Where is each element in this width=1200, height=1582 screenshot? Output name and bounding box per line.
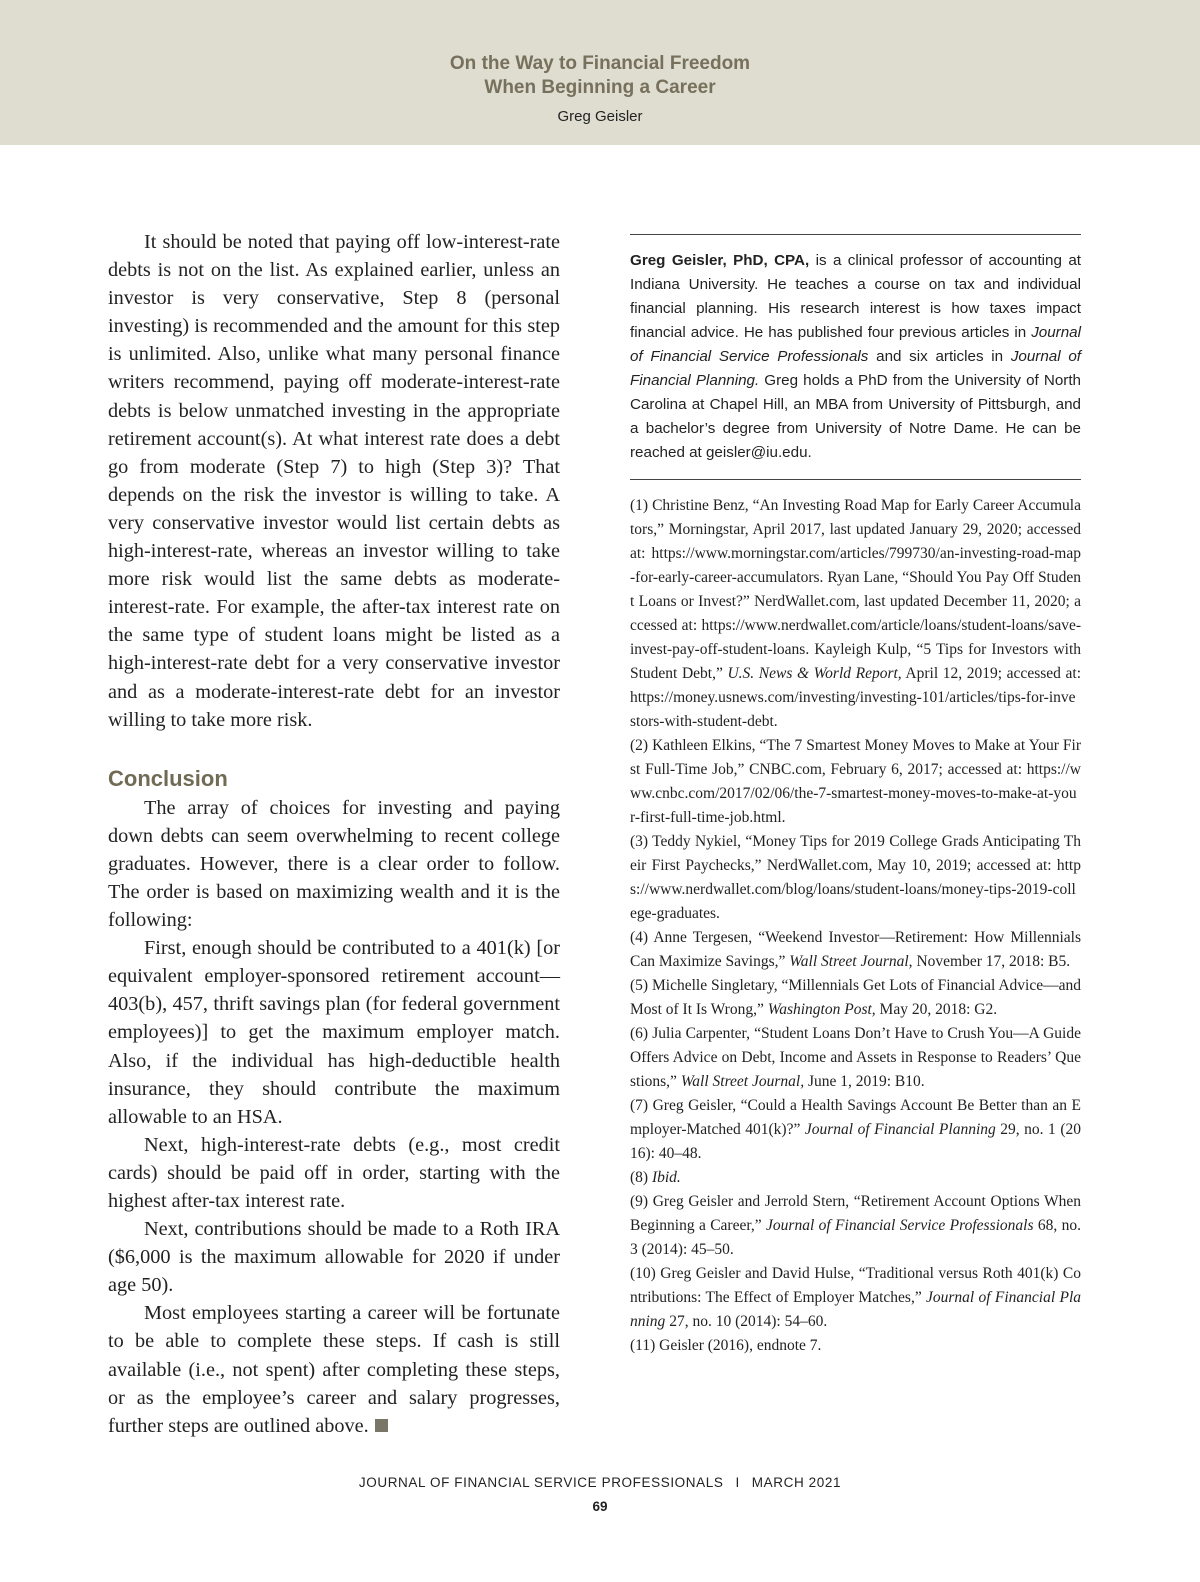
endnote	[630, 1262, 1081, 1334]
divider-rule	[630, 479, 1081, 480]
endnote-text: May 20, 2018: G2.	[875, 1001, 998, 1018]
endnote-source: Journal of Financial Service Professionals	[766, 1217, 1034, 1234]
paragraph-text: Most employees starting a career will be fortunate to be able to complete these steps. If cash is still available (i.e., not spent) after completing these steps, or as the employee’s career and salary progresses, further steps are outlined above.	[108, 1302, 560, 1437]
divider-rule	[630, 234, 1081, 235]
paragraph: It should be noted that paying off low-interest-rate debts is not on the list. As explained earlier, unless an investor is very conservative, Step 8 (personal investing) is recommended and the amount for this step is unlimited. Also, unlike what many personal finance writers recommend, paying off moderate-interest-rate debts is below unmatched investing in the appropriate retirement account(s). At what interest rate does a debt go from moderate (Step 7) to high (Step 3)? That depends on the risk the investor is willing to take. A very conservative investor would list certain debts as high-interest-rate, whereas an investor willing to take more risk would list the same debts as moderate-interest-rate. For example, the after-tax interest rate on the same type of student loans might be listed as a high-interest-rate debt for a very conservative investor and as a moderate-interest-rate debt for an investor willing to take more risk.	[108, 231, 560, 731]
endnote: (11) Geisler (2016), endnote 7.	[630, 1337, 822, 1354]
endnote-text: November 17, 2018: B5.	[912, 953, 1071, 970]
endnote-source: Washington Post,	[767, 1001, 876, 1018]
endnote	[630, 494, 1081, 734]
endnote-text: 29, no. 1 (2016): 40–48.	[630, 1121, 1081, 1162]
endnote-source: Journal of Financial Planning	[630, 1289, 1081, 1330]
endnote-text: (6) Julia Carpenter, “Student Loans Don’t Have to Crush You—A Guide Offers Advice on Debt, Income and Assets in Response to Readers’ Questions,”	[630, 1025, 1081, 1090]
article-author: Greg Geisler	[557, 108, 643, 125]
endnote-source: Ibid.	[651, 1169, 681, 1186]
endnote-source: U.S. News & World Report,	[727, 665, 902, 682]
footer-separator: I	[735, 1475, 740, 1490]
running-footer	[0, 1475, 1200, 1490]
endnote: (3) Teddy Nykiel, “Money Tips for 2019 College Grads Anticipating Their First Paychecks,” NerdWallet.com, May 10, 2019; accessed at: https://www.nerdwallet.com/blog/loans/student-loans/money-tips-2019-college-graduates.	[630, 833, 1081, 922]
endnote	[630, 1022, 1081, 1094]
endnote-text: (8)	[630, 1169, 652, 1186]
paragraph: First, enough should be contributed to a 401(k) [or equivalent employer-sponsored retirement account—403(b), 457, thrift savings plan (for federal government employees)] to get the maximum employer match. Also, if the individual has high-deductible health insurance, they should contribute the maximum allowable to an HSA.	[108, 937, 560, 1128]
endnote-text: 68, no. 3 (2014): 45–50.	[630, 1217, 1081, 1258]
main-text-column	[108, 228, 560, 1440]
sidebar-column	[630, 234, 1081, 1358]
bio-text: and six articles in	[868, 348, 1011, 365]
endnote-text: (10) Greg Geisler and David Hulse, “Traditional versus Roth 401(k) Contributions: The Effect of Employer Matches,”	[630, 1265, 1081, 1306]
endnotes	[630, 494, 1081, 1358]
endnote-text: June 1, 2019: B10.	[804, 1073, 925, 1090]
endnote	[630, 974, 1081, 1022]
article-title-line-2: When Beginning a Career	[484, 77, 716, 98]
bio-name: Greg Geisler, PhD, CPA,	[630, 252, 810, 269]
end-of-article-mark	[375, 1419, 388, 1432]
endnote-source: Wall Street Journal,	[789, 953, 913, 970]
endnote-source: Journal of Financial Planning	[804, 1121, 996, 1138]
footer-journal-name: JOURNAL OF FINANCIAL SERVICE PROFESSIONALS	[358, 1475, 724, 1490]
paragraph: Next, contributions should be made to a Roth IRA ($6,000 is the maximum allowable for 2020 if under age 50).	[108, 1218, 560, 1297]
endnote-source: Wall Street Journal,	[680, 1073, 805, 1090]
endnote-text: (4) Anne Tergesen, “Weekend Investor—Retirement: How Millennials Can Maximize Savings,”	[630, 929, 1081, 970]
footer-issue-date: MARCH 2021	[751, 1475, 842, 1490]
endnote-text: (5) Michelle Singletary, “Millennials Get Lots of Financial Advice—and Most of It Is Wrong,”	[630, 977, 1081, 1018]
bio-journal: Journal of Financial Planning.	[630, 348, 1082, 389]
page-number: 69	[592, 1499, 608, 1514]
author-bio	[630, 249, 1081, 465]
endnote-text: April 12, 2019; accessed at: https://money.usnews.com/investing/investing-101/articles/tips-for-investors-with-student-debt.	[630, 665, 1081, 730]
paragraph: The array of choices for investing and paying down debts can seem overwhelming to recent college graduates. However, there is a clear order to follow. The order is based on maximizing wealth and it is the following:	[108, 796, 560, 932]
running-header	[0, 0, 1200, 145]
endnote	[630, 1166, 1081, 1190]
endnote	[630, 926, 1081, 974]
endnote-text: 27, no. 10 (2014): 54–60.	[665, 1313, 828, 1330]
paragraph-last	[108, 1299, 560, 1439]
bio-journal: Journal of Financial Service Professionals	[630, 324, 1081, 365]
endnote	[630, 1190, 1081, 1262]
bio-text: Greg holds a PhD from the University of North Carolina at Chapel Hill, an MBA from University of Pittsburgh, and a bachelor’s degree from University of Notre Dame. He can be reached at geisler@iu.edu.	[630, 372, 1081, 461]
article-title-line-1: On the Way to Financial Freedom	[449, 53, 751, 74]
endnote-text: (1) Christine Benz, “An Investing Road Map for Early Career Accumulators,” Morningstar, April 2017, last updated January 29, 2020; accessed at: https://www.morningstar.com/articles/799730/an-investing-road-map-for-early-career-accumulators. Ryan Lane, “Should You Pay Off Student Loans or Invest?” NerdWallet.com, last updated December 11, 2020; accessed at: https://www.nerdwallet.com/article/loans/student-loans/save-invest-pay-off-student-loans. Kayleigh Kulp, “5 Tips for Investors with Student Debt,”	[630, 497, 1081, 682]
endnote: (2) Kathleen Elkins, “The 7 Smartest Money Moves to Make at Your First Full-Time Job,” CNBC.com, February 6, 2017; accessed at: https://www.cnbc.com/2017/02/06/the-7-smartest-money-moves-to-make-at-your-first-full-time-job.html.	[630, 737, 1081, 826]
endnote-text: (7) Greg Geisler, “Could a Health Savings Account Be Better than an Employer-Matched 401(k)?”	[630, 1097, 1081, 1138]
section-heading: Conclusion	[108, 765, 228, 791]
paragraph: Next, high-interest-rate debts (e.g., most credit cards) should be paid off in order, starting with the highest after-tax interest rate.	[108, 1133, 560, 1212]
endnote	[630, 1094, 1081, 1166]
bio-text: is a clinical professor of accounting at Indiana University. He teaches a course on tax and individual financial planning. His research interest is how taxes impact financial advice. He has published four previous articles in	[630, 252, 1081, 341]
endnote-text: (9) Greg Geisler and Jerrold Stern, “Retirement Account Options When Beginning a Career,”	[630, 1193, 1081, 1234]
